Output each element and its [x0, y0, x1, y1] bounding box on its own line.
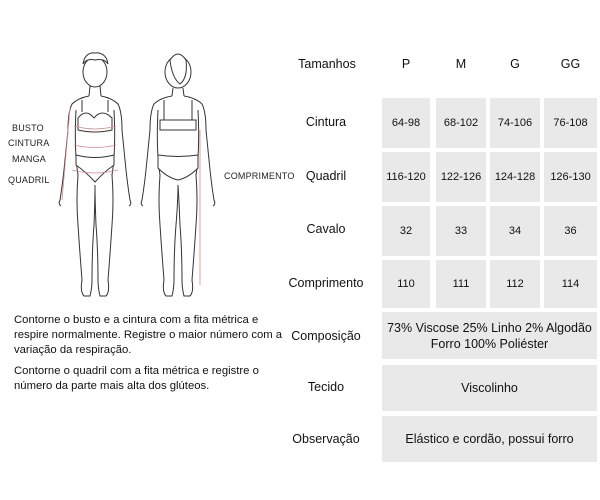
label-quadril: QUADRIL	[8, 175, 50, 185]
cell-comprimento-g: 112	[490, 260, 540, 308]
cell-cavalo-gg: 36	[544, 206, 597, 256]
label-busto: BUSTO	[12, 123, 44, 133]
instruction-quadril: Contorne o quadril com a fita métrica e registre o número da parte mais alta dos glúteos.	[14, 365, 259, 392]
cell-cavalo-p: 32	[382, 206, 430, 256]
composicao-line1: 73% Viscose 25% Linho 2% Algodão	[387, 320, 592, 335]
header-size-gg: GG	[560, 57, 581, 71]
header-size-g: G	[510, 57, 520, 71]
cell-composicao	[382, 312, 597, 359]
cell-quadril-m: 122-126	[436, 152, 486, 202]
row-label-tecido: Tecido	[307, 380, 345, 394]
row-label-comprimento: Comprimento	[288, 276, 364, 290]
cell-comprimento-p: 110	[382, 260, 430, 308]
cell-observacao: Elástico e cordão, possui forro	[382, 416, 597, 462]
header-size-m: M	[455, 57, 467, 71]
row-label-cintura: Cintura	[305, 115, 347, 129]
composicao-line2: Forro 100% Poliéster	[430, 336, 549, 351]
cell-quadril-g: 124-128	[490, 152, 540, 202]
instruction-busto-cintura: Contorne o busto e a cintura com a fita métrica e respire normalmente. Registre o maior número com a variação da respiração.	[14, 314, 283, 356]
row-label-composicao: Composição	[291, 329, 361, 343]
row-label-observacao: Observação	[292, 432, 360, 446]
row-label-cavalo: Cavalo	[306, 222, 346, 236]
cell-cintura-p: 64-98	[382, 98, 430, 148]
row-label-quadril: Quadril	[305, 169, 347, 183]
header-tamanhos: Tamanhos	[298, 57, 356, 71]
cell-quadril-p: 116-120	[382, 152, 430, 202]
cell-cintura-m: 68-102	[436, 98, 486, 148]
cell-cintura-gg: 76-108	[544, 98, 597, 148]
cell-comprimento-m: 111	[436, 260, 486, 308]
label-comprimento: COMPRIMENTO	[224, 171, 295, 181]
cell-quadril-gg: 126-130	[544, 152, 597, 202]
header-size-p: P	[401, 57, 411, 71]
label-manga: MANGA	[12, 154, 47, 164]
cell-cavalo-g: 34	[490, 206, 540, 256]
cell-cintura-g: 74-106	[490, 98, 540, 148]
cell-tecido: Viscolinho	[382, 365, 597, 411]
cell-cavalo-m: 33	[436, 206, 486, 256]
label-cintura: CINTURA	[8, 138, 50, 148]
cell-comprimento-gg: 114	[544, 260, 597, 308]
